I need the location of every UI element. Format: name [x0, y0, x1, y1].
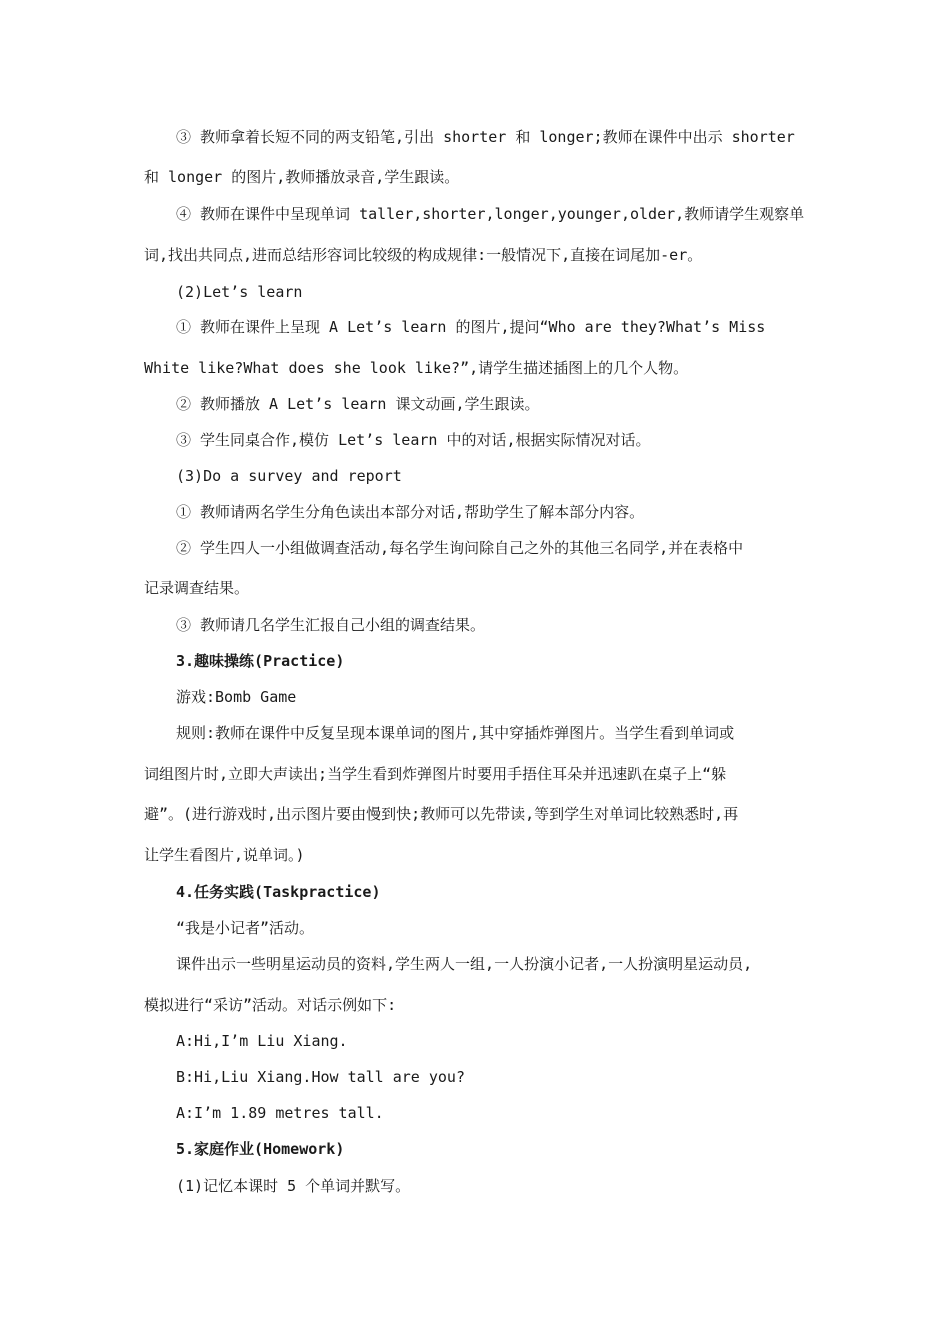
- paragraph-line: ③ 教师拿着长短不同的两支铅笔,引出 shorter 和 longer;教师在课件中出示 shorter: [176, 128, 795, 146]
- paragraph-line: 和 longer 的图片,教师播放录音,学生跟读。: [144, 168, 460, 186]
- paragraph-line: 模拟进行“采访”活动。对话示例如下:: [144, 996, 397, 1014]
- paragraph-line: 规则:教师在课件中反复呈现本课单词的图片,其中穿插炸弹图片。当学生看到单词或: [176, 724, 735, 742]
- dialogue-line: B:Hi,Liu Xiang.How tall are you?: [176, 1068, 465, 1086]
- paragraph-line: ① 教师在课件上呈现 A Let’s learn 的图片,提问“Who are they?What’s Miss: [176, 318, 766, 336]
- paragraph-line: ② 教师播放 A Let’s learn 课文动画,学生跟读。: [176, 395, 540, 413]
- section-heading: 3.趣味操练(Practice): [176, 652, 345, 670]
- section-heading: (2)Let’s learn: [176, 283, 303, 301]
- paragraph-line: 词组图片时,立即大声读出;当学生看到炸弹图片时要用手捂住耳朵并迅速趴在桌子上“躲: [144, 765, 727, 783]
- dialogue-line: A:Hi,I’m Liu Xiang.: [176, 1032, 348, 1050]
- paragraph-line: ④ 教师在课件中呈现单词 taller,shorter,longer,younger,older,教师请学生观察单: [176, 205, 805, 223]
- section-heading: 4.任务实践(Taskpractice): [176, 883, 381, 901]
- dialogue-line: A:I’m 1.89 metres tall.: [176, 1104, 384, 1122]
- paragraph-line: ① 教师请两名学生分角色读出本部分对话,帮助学生了解本部分内容。: [176, 503, 645, 521]
- paragraph-line: 避”。(进行游戏时,出示图片要由慢到快;教师可以先带读,等到学生对单词比较熟悉时,再: [144, 805, 739, 823]
- paragraph-line: ③ 教师请几名学生汇报自己小组的调查结果。: [176, 616, 486, 634]
- section-heading: 5.家庭作业(Homework): [176, 1140, 345, 1158]
- paragraph-line: ③ 学生同桌合作,模仿 Let’s learn 中的对话,根据实际情况对话。: [176, 431, 651, 449]
- paragraph-line: (1)记忆本课时 5 个单词并默写。: [176, 1177, 411, 1195]
- section-heading: (3)Do a survey and report: [176, 467, 402, 485]
- paragraph-line: 游戏:Bomb Game: [176, 688, 297, 706]
- paragraph-line: “我是小记者”活动。: [176, 919, 315, 937]
- paragraph-line: ② 学生四人一小组做调查活动,每名学生询问除自己之外的其他三名同学,并在表格中: [176, 539, 744, 557]
- paragraph-line: 词,找出共同点,进而总结形容词比较级的构成规律:一般情况下,直接在词尾加-er。: [144, 246, 703, 264]
- paragraph-line: White like?What does she look like?”,请学生描述插图上的几个人物。: [144, 359, 689, 377]
- paragraph-line: 让学生看图片,说单词。): [144, 846, 305, 864]
- paragraph-line: 记录调查结果。: [144, 579, 250, 597]
- paragraph-line: 课件出示一些明星运动员的资料,学生两人一组,一人扮演小记者,一人扮演明星运动员,: [176, 955, 753, 973]
